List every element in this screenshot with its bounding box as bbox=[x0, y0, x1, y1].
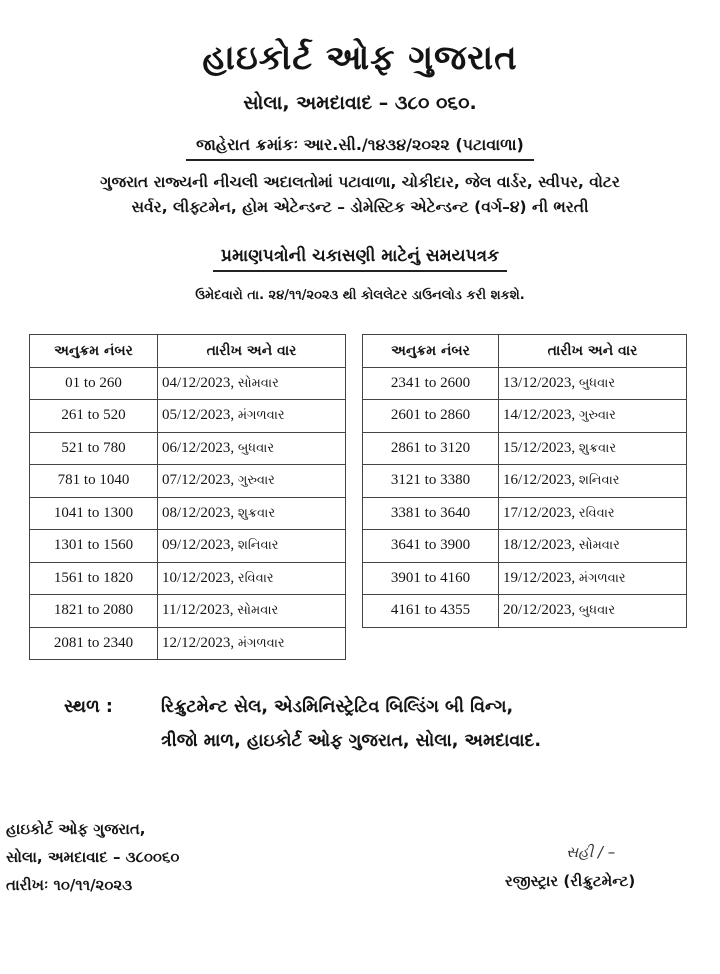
table-row bbox=[363, 465, 687, 498]
date-value: 06/12/2023, bbox=[162, 439, 235, 456]
table-row bbox=[30, 595, 346, 628]
date-day-cell bbox=[158, 595, 346, 628]
weekday-value: બુધવાર bbox=[237, 440, 275, 456]
table-row bbox=[30, 530, 346, 563]
date-day-cell bbox=[499, 595, 687, 628]
date-day-cell bbox=[499, 400, 687, 433]
table-row bbox=[363, 530, 687, 563]
header-address: સોલા, અમદાવાદ – ૩૮૦ ૦૬૦. bbox=[243, 92, 477, 114]
weekday-value: ગુરુવાર bbox=[578, 408, 616, 424]
table-header-row bbox=[30, 335, 346, 368]
footer-date: તારીખઃ ૧૦/૧૧/૨૦૨૩ bbox=[6, 876, 133, 894]
date-value: 04/12/2023, bbox=[162, 374, 235, 391]
advertisement-block bbox=[0, 132, 720, 161]
registrar-designation: રજીસ્ટ્રાર (રીક્રુટમેન્ટ) bbox=[505, 872, 636, 890]
date-value: 13/12/2023, bbox=[503, 374, 576, 391]
table-row bbox=[363, 400, 687, 433]
serial-range-cell: 261 to 520 bbox=[30, 400, 158, 433]
serial-number-header: અનુક્રમ નંબર bbox=[30, 335, 158, 368]
date-value: 19/12/2023, bbox=[503, 569, 576, 586]
weekday-value: રવિવાર bbox=[578, 505, 615, 521]
date-value: 05/12/2023, bbox=[162, 407, 235, 424]
recruitment-line-1: ગુજરાત રાજ્યની નીચલી અદાલતોમાં પટાવાળા, ચોકીદાર, જેલ વાર્ડર, સ્વીપર, વોટર bbox=[100, 173, 620, 191]
serial-range-cell: 2341 to 2600 bbox=[363, 367, 499, 400]
date-value: 20/12/2023, bbox=[503, 602, 576, 619]
date-day-cell bbox=[158, 627, 346, 660]
schedule-title-block bbox=[0, 244, 720, 272]
date-day-cell bbox=[499, 497, 687, 530]
footer-org: હાઇકોર્ટ ઓફ ગુજરાત, bbox=[6, 820, 146, 838]
weekday-value: ગુરુવાર bbox=[237, 473, 275, 489]
date-value: 14/12/2023, bbox=[503, 407, 576, 424]
footer-address: સોલા, અમદાવાદ – ૩૮૦૦૬૦ bbox=[6, 848, 180, 866]
venue-line-2: ત્રીજો માળ, હાઇકોર્ટ ઓફ ગુજરાત, સોલા, અમદાવાદ. bbox=[161, 731, 541, 751]
date-day-cell bbox=[158, 497, 346, 530]
serial-range-cell: 1821 to 2080 bbox=[30, 595, 158, 628]
weekday-value: મંગળવાર bbox=[578, 570, 626, 586]
date-value: 12/12/2023, bbox=[162, 634, 235, 651]
schedule-table-right bbox=[362, 334, 687, 628]
signature: સહી / – bbox=[566, 843, 616, 861]
date-value: 10/12/2023, bbox=[162, 569, 235, 586]
weekday-value: બુધવાર bbox=[578, 375, 616, 391]
weekday-value: સોમવાર bbox=[237, 375, 279, 391]
serial-range-cell: 1561 to 1820 bbox=[30, 562, 158, 595]
call-letter-note: ઉમેદવારો તા. ૨૪/૧૧/૨૦૨૩ થી કોલલેટર ડાઉનલોડ કરી શકશે. bbox=[195, 288, 525, 303]
schedule-table-left bbox=[29, 334, 346, 660]
table-header-row bbox=[363, 335, 687, 368]
date-day-header: તારીખ અને વાર bbox=[499, 335, 687, 368]
date-value: 11/12/2023, bbox=[162, 602, 234, 619]
serial-range-cell: 2601 to 2860 bbox=[363, 400, 499, 433]
date-day-cell bbox=[499, 465, 687, 498]
table-row bbox=[363, 595, 687, 628]
serial-range-cell: 1301 to 1560 bbox=[30, 530, 158, 563]
venue-address bbox=[161, 690, 541, 758]
advertisement-number: જાહેરાત ક્રમાંકઃ આર.સી./૧૪૩૪/૨૦૨૨ (પટાવાળા) bbox=[186, 132, 534, 161]
date-value: 18/12/2023, bbox=[503, 537, 576, 554]
weekday-value: સોમવાર bbox=[237, 603, 279, 619]
table-row bbox=[30, 400, 346, 433]
date-day-cell bbox=[158, 400, 346, 433]
weekday-value: મંગળવાર bbox=[237, 408, 285, 424]
schedule-title: પ્રમાણપત્રોની ચકાસણી માટેનું સમયપત્રક bbox=[213, 244, 507, 272]
serial-range-cell: 1041 to 1300 bbox=[30, 497, 158, 530]
serial-range-cell: 2081 to 2340 bbox=[30, 627, 158, 660]
footer-issuer bbox=[6, 815, 179, 899]
weekday-value: રવિવાર bbox=[237, 570, 274, 586]
serial-number-header: અનુક્રમ નંબર bbox=[363, 335, 499, 368]
serial-range-cell: 3381 to 3640 bbox=[363, 497, 499, 530]
recruitment-description bbox=[0, 170, 720, 220]
table-row bbox=[30, 432, 346, 465]
date-value: 17/12/2023, bbox=[503, 504, 576, 521]
date-day-cell bbox=[158, 367, 346, 400]
serial-range-cell: 3121 to 3380 bbox=[363, 465, 499, 498]
date-value: 08/12/2023, bbox=[162, 504, 235, 521]
table-row bbox=[363, 367, 687, 400]
table-row bbox=[363, 432, 687, 465]
table-row bbox=[30, 465, 346, 498]
venue-label: સ્થળ : bbox=[64, 697, 113, 717]
weekday-value: મંગળવાર bbox=[237, 635, 285, 651]
serial-range-cell: 3901 to 4160 bbox=[363, 562, 499, 595]
date-day-cell bbox=[158, 465, 346, 498]
weekday-value: શનિવાર bbox=[578, 473, 620, 489]
date-day-cell bbox=[158, 432, 346, 465]
date-day-cell bbox=[499, 432, 687, 465]
date-value: 09/12/2023, bbox=[162, 537, 235, 554]
recruitment-line-2: સર્વર, લીફ્ટમેન, હોમ એટેન્ડન્ટ – ડોમેસ્ટિક એટેન્ડન્ટ (વર્ગ–૪) ની ભરતી bbox=[131, 198, 589, 216]
table-row bbox=[30, 627, 346, 660]
date-day-cell bbox=[158, 562, 346, 595]
weekday-value: શનિવાર bbox=[237, 538, 279, 554]
serial-range-cell: 521 to 780 bbox=[30, 432, 158, 465]
serial-range-cell: 781 to 1040 bbox=[30, 465, 158, 498]
weekday-value: બુધવાર bbox=[578, 603, 616, 619]
date-value: 07/12/2023, bbox=[162, 472, 235, 489]
serial-range-cell: 2861 to 3120 bbox=[363, 432, 499, 465]
date-day-cell bbox=[499, 562, 687, 595]
table-row bbox=[30, 497, 346, 530]
serial-range-cell: 3641 to 3900 bbox=[363, 530, 499, 563]
serial-range-cell: 4161 to 4355 bbox=[363, 595, 499, 628]
venue-line-1: રિક્રુટમેન્ટ સેલ, એડમિનિસ્ટ્રેટિવ બિલ્ડિંગ બી વિન્ગ, bbox=[161, 697, 514, 717]
table-row bbox=[30, 562, 346, 595]
serial-range-cell: 01 to 260 bbox=[30, 367, 158, 400]
table-row bbox=[30, 367, 346, 400]
date-day-cell bbox=[158, 530, 346, 563]
weekday-value: સોમવાર bbox=[578, 538, 620, 554]
date-day-header: તારીખ અને વાર bbox=[158, 335, 346, 368]
date-value: 15/12/2023, bbox=[503, 439, 576, 456]
weekday-value: શુક્રવાર bbox=[578, 440, 617, 456]
date-value: 16/12/2023, bbox=[503, 472, 576, 489]
document-title: હાઇકોર્ટ ઓફ ગુજરાત bbox=[202, 38, 518, 78]
date-day-cell bbox=[499, 367, 687, 400]
table-row bbox=[363, 497, 687, 530]
date-day-cell bbox=[499, 530, 687, 563]
table-row bbox=[363, 562, 687, 595]
weekday-value: શુક્રવાર bbox=[237, 505, 276, 521]
